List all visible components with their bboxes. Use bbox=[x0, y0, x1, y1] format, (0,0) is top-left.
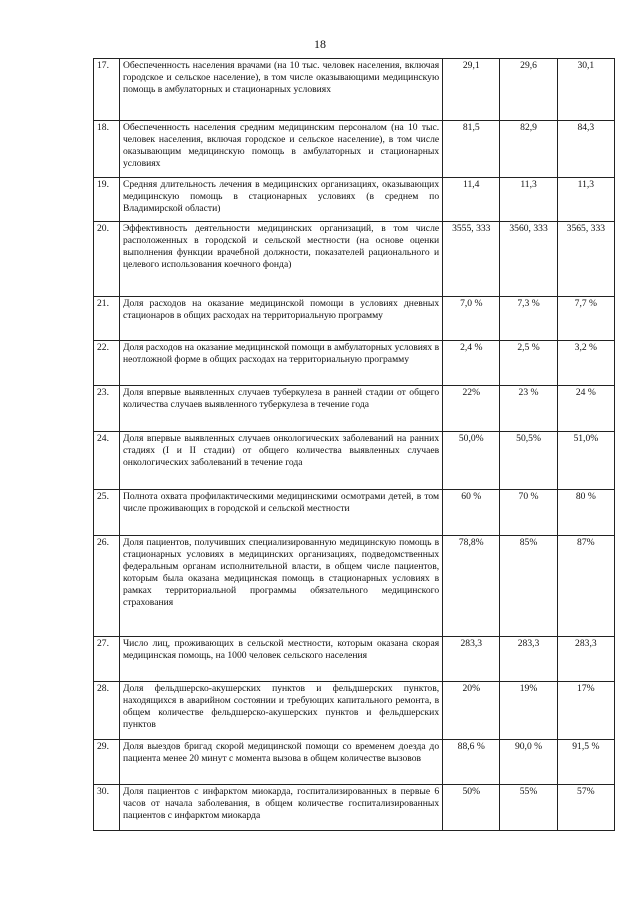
value-year-1: 22% bbox=[443, 386, 500, 432]
table-row bbox=[94, 59, 615, 121]
value-year-1: 283,3 bbox=[443, 637, 500, 682]
value-year-2: 70 % bbox=[500, 490, 557, 536]
row-number: 24. bbox=[94, 432, 120, 490]
indicator-name: Доля пациентов, получивших специализированную медицинскую помощь в стационарных условиях в медицинских организациях, подведомственных федеральным органам исполнительной власти, в общем числе пациентов, которым была оказана медицинская помощь в стационарных условиях в рамках территориальной программы обязательного медицинского страхования bbox=[119, 536, 442, 637]
value-year-2: 19% bbox=[500, 682, 557, 740]
value-year-3: 24 % bbox=[557, 386, 614, 432]
table-row bbox=[94, 490, 615, 536]
indicator-name: Обеспеченность населения средним медицинским персоналом (на 10 тыс. человек населения, включая городское и сельское население), в том числе оказывающим медицинскую помощь в амбулаторных и стационарных условиях bbox=[119, 121, 442, 178]
table-row bbox=[94, 341, 615, 386]
row-number: 27. bbox=[94, 637, 120, 682]
value-year-2: 7,3 % bbox=[500, 297, 557, 341]
indicator-name: Число лиц, проживающих в сельской местности, которым оказана скорая медицинская помощь, на 1000 человек сельского населения bbox=[119, 637, 442, 682]
row-number: 22. bbox=[94, 341, 120, 386]
value-year-1: 60 % bbox=[443, 490, 500, 536]
value-year-2: 55% bbox=[500, 785, 557, 831]
value-year-2: 29,6 bbox=[500, 59, 557, 121]
indicator-name: Доля впервые выявленных случаев туберкулеза в ранней стадии от общего количества случаев выявленного туберкулеза в течение года bbox=[119, 386, 442, 432]
indicator-name: Эффективность деятельности медицинских организаций, в том числе расположенных в городской и сельской местности (на основе оценки выполнения функции врачебной должности, показателей рационального и целевого использования коечного фонда) bbox=[119, 222, 442, 297]
value-year-1: 50,0% bbox=[443, 432, 500, 490]
value-year-1: 7,0 % bbox=[443, 297, 500, 341]
value-year-2: 90,0 % bbox=[500, 740, 557, 785]
row-number: 18. bbox=[94, 121, 120, 178]
table-row bbox=[94, 386, 615, 432]
value-year-1: 81,5 bbox=[443, 121, 500, 178]
row-number: 17. bbox=[94, 59, 120, 121]
value-year-3: 51,0% bbox=[557, 432, 614, 490]
indicator-name: Средняя длительность лечения в медицинских организациях, оказывающих медицинскую помощь в стационарных условиях (в среднем по Владимирской области) bbox=[119, 178, 442, 222]
value-year-2: 2,5 % bbox=[500, 341, 557, 386]
row-number: 20. bbox=[94, 222, 120, 297]
indicator-name: Доля расходов на оказание медицинской помощи в условиях дневных стационаров в общих расходах на территориальную программу bbox=[119, 297, 442, 341]
table-row bbox=[94, 121, 615, 178]
value-year-3: 80 % bbox=[557, 490, 614, 536]
value-year-2: 283,3 bbox=[500, 637, 557, 682]
row-number: 28. bbox=[94, 682, 120, 740]
value-year-1: 50% bbox=[443, 785, 500, 831]
table-row bbox=[94, 682, 615, 740]
page-number: 18 bbox=[314, 37, 326, 51]
indicator-name: Доля фельдшерско-акушерских пунктов и фельдшерских пунктов, находящихся в аварийном состоянии и требующих капитального ремонта, в общем количестве фельдшерско-акушерских пунктов и фельдшерских пунктов bbox=[119, 682, 442, 740]
value-year-2: 85% bbox=[500, 536, 557, 637]
value-year-3: 30,1 bbox=[557, 59, 614, 121]
indicator-name: Доля выездов бригад скорой медицинской помощи со временем доезда до пациента менее 20 минут с момента вызова в общем количестве вызовов bbox=[119, 740, 442, 785]
table-row bbox=[94, 536, 615, 637]
row-number: 19. bbox=[94, 178, 120, 222]
indicator-name: Полнота охвата профилактическими медицинскими осмотрами детей, в том числе проживающих в городской и сельской местности bbox=[119, 490, 442, 536]
value-year-3: 87% bbox=[557, 536, 614, 637]
value-year-3: 11,3 bbox=[557, 178, 614, 222]
table-row bbox=[94, 222, 615, 297]
indicator-name: Доля впервые выявленных случаев онкологических заболеваний на ранних стадиях (I и II стадии) от общего количества выявленных случаев онкологических заболеваний в течение года bbox=[119, 432, 442, 490]
value-year-3: 57% bbox=[557, 785, 614, 831]
table-row bbox=[94, 432, 615, 490]
value-year-3: 7,7 % bbox=[557, 297, 614, 341]
value-year-1: 78,8% bbox=[443, 536, 500, 637]
value-year-3: 3565, 333 bbox=[557, 222, 614, 297]
table-row bbox=[94, 297, 615, 341]
table-row bbox=[94, 785, 615, 831]
row-number: 25. bbox=[94, 490, 120, 536]
table-row bbox=[94, 178, 615, 222]
value-year-3: 17% bbox=[557, 682, 614, 740]
row-number: 23. bbox=[94, 386, 120, 432]
value-year-1: 88,6 % bbox=[443, 740, 500, 785]
value-year-1: 11,4 bbox=[443, 178, 500, 222]
row-number: 21. bbox=[94, 297, 120, 341]
indicator-name: Доля пациентов с инфарктом миокарда, госпитализированных в первые 6 часов от начала заболевания, в общем количестве госпитализированных пациентов с инфарктом миокарда bbox=[119, 785, 442, 831]
indicator-name: Обеспеченность населения врачами (на 10 тыс. человек населения, включая городское и сельское население), в том числе оказывающими медицинскую помощь в амбулаторных и стационарных условиях bbox=[119, 59, 442, 121]
value-year-1: 20% bbox=[443, 682, 500, 740]
value-year-2: 50,5% bbox=[500, 432, 557, 490]
value-year-2: 11,3 bbox=[500, 178, 557, 222]
table-row bbox=[94, 637, 615, 682]
value-year-2: 82,9 bbox=[500, 121, 557, 178]
row-number: 26. bbox=[94, 536, 120, 637]
value-year-3: 283,3 bbox=[557, 637, 614, 682]
value-year-3: 91,5 % bbox=[557, 740, 614, 785]
value-year-2: 3560, 333 bbox=[500, 222, 557, 297]
value-year-1: 3555, 333 bbox=[443, 222, 500, 297]
value-year-1: 2,4 % bbox=[443, 341, 500, 386]
value-year-3: 84,3 bbox=[557, 121, 614, 178]
value-year-3: 3,2 % bbox=[557, 341, 614, 386]
row-number: 29. bbox=[94, 740, 120, 785]
indicator-name: Доля расходов на оказание медицинской помощи в амбулаторных условиях в неотложной форме в общих расходах на территориальную программу bbox=[119, 341, 442, 386]
table-row bbox=[94, 740, 615, 785]
value-year-2: 23 % bbox=[500, 386, 557, 432]
indicators-table bbox=[93, 58, 615, 831]
row-number: 30. bbox=[94, 785, 120, 831]
value-year-1: 29,1 bbox=[443, 59, 500, 121]
